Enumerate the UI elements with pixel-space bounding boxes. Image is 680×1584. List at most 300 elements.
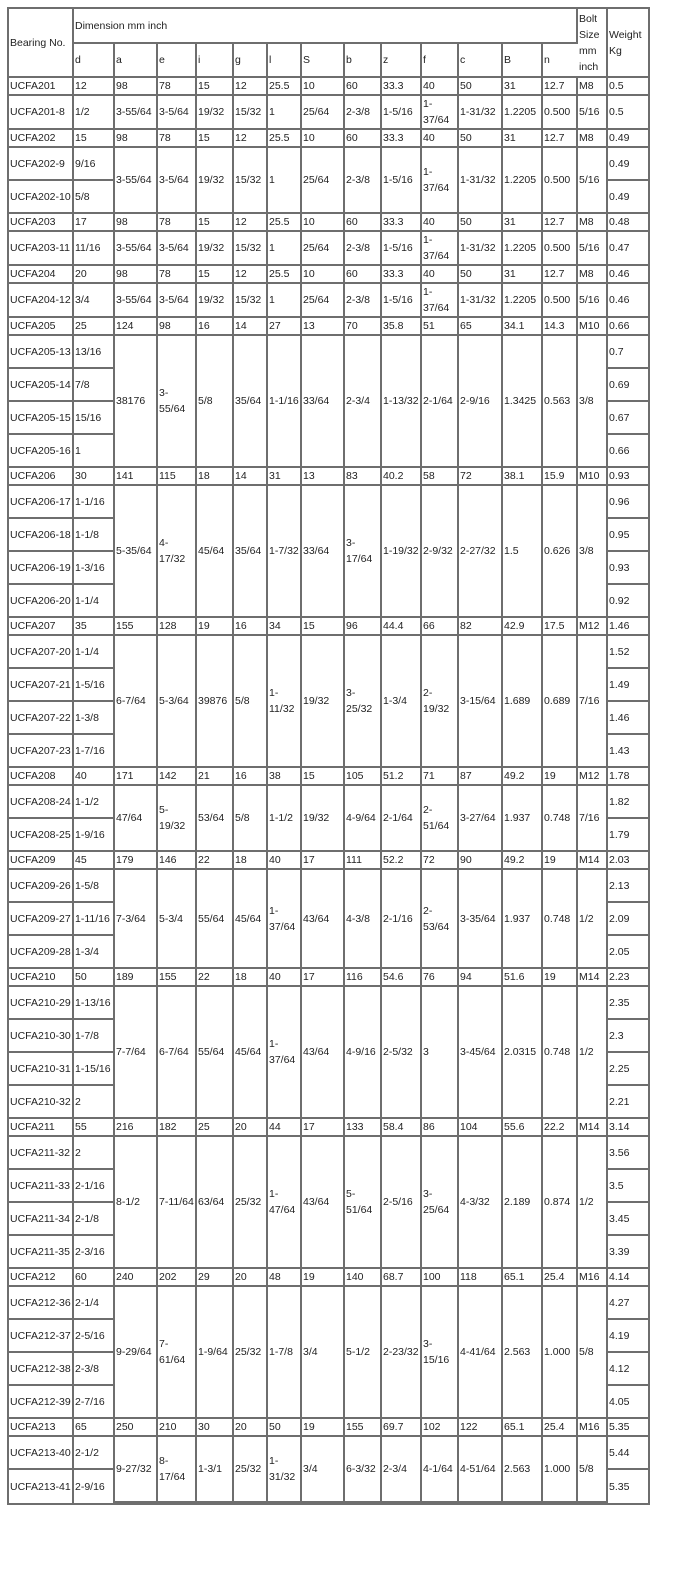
cell-bolt-size: M8 <box>578 266 608 284</box>
cell-big-b: 1.3425 <box>503 336 543 468</box>
cell-weight: 0.93 <box>608 552 648 585</box>
cell-bolt-size: 5/16 <box>578 284 608 318</box>
cell-d: 20 <box>74 266 115 284</box>
cell-c: 104 <box>459 1119 503 1137</box>
cell-e: 5-3/4 <box>158 870 197 969</box>
cell-bolt-size: 1/2 <box>578 987 608 1119</box>
cell-s: 43/64 <box>302 870 345 969</box>
cell-z: 33.3 <box>382 130 422 148</box>
cell-bearing-no: UCFA212-37 <box>9 1320 74 1353</box>
header-row <box>9 9 648 44</box>
cell-l: 1-31/32 <box>268 1437 302 1503</box>
table-row <box>9 1119 648 1137</box>
cell-f: 3 <box>422 987 459 1119</box>
cell-i: 18 <box>197 468 234 486</box>
cell-n: 15.9 <box>543 468 578 486</box>
cell-c: 122 <box>459 1419 503 1437</box>
cell-bearing-no: UCFA206-20 <box>9 585 74 618</box>
table-row <box>9 987 648 1020</box>
cell-e: 3-5/64 <box>158 148 197 214</box>
cell-n: 0.500 <box>543 284 578 318</box>
table-row <box>9 130 648 148</box>
cell-i: 45/64 <box>197 486 234 618</box>
cell-weight: 1.82 <box>608 786 648 819</box>
cell-c: 2-9/16 <box>459 336 503 468</box>
table-row <box>9 1437 648 1470</box>
cell-b: 70 <box>345 318 382 336</box>
cell-d: 2-3/8 <box>74 1353 115 1386</box>
cell-weight: 4.14 <box>608 1269 648 1287</box>
header-bearing-no: Bearing No. <box>9 9 74 78</box>
cell-n: 0.874 <box>543 1137 578 1269</box>
cell-big-b: 1.2205 <box>503 148 543 214</box>
cell-s: 19/32 <box>302 636 345 768</box>
cell-d: 2-3/16 <box>74 1236 115 1269</box>
cell-l: 1-47/64 <box>268 1137 302 1269</box>
cell-n: 17.5 <box>543 618 578 636</box>
cell-weight: 0.66 <box>608 318 648 336</box>
cell-l: 40 <box>268 852 302 870</box>
cell-l: 38 <box>268 768 302 786</box>
cell-c: 50 <box>459 78 503 96</box>
cell-a: 6-7/64 <box>115 636 158 768</box>
cell-c: 50 <box>459 130 503 148</box>
cell-weight: 0.66 <box>608 435 648 468</box>
cell-n: 12.7 <box>543 130 578 148</box>
cell-d: 2-9/16 <box>74 1470 115 1503</box>
cell-a: 5-35/64 <box>115 486 158 618</box>
cell-f: 40 <box>422 130 459 148</box>
cell-f: 2-53/64 <box>422 870 459 969</box>
cell-g: 15/32 <box>234 96 268 130</box>
cell-z: 1-5/16 <box>382 284 422 318</box>
cell-b: 83 <box>345 468 382 486</box>
cell-i: 55/64 <box>197 870 234 969</box>
table-row <box>9 214 648 232</box>
cell-f: 3-25/64 <box>422 1137 459 1269</box>
cell-big-b: 31 <box>503 78 543 96</box>
cell-e: 3-5/64 <box>158 284 197 318</box>
cell-weight: 0.92 <box>608 585 648 618</box>
cell-c: 3-35/64 <box>459 870 503 969</box>
cell-big-b: 65.1 <box>503 1419 543 1437</box>
cell-b: 60 <box>345 214 382 232</box>
cell-z: 44.4 <box>382 618 422 636</box>
cell-big-b: 1.5 <box>503 486 543 618</box>
cell-e: 142 <box>158 768 197 786</box>
cell-s: 43/64 <box>302 1137 345 1269</box>
cell-bolt-size: M16 <box>578 1269 608 1287</box>
cell-d: 55 <box>74 1119 115 1137</box>
cell-b: 4-9/16 <box>345 987 382 1119</box>
cell-weight: 0.49 <box>608 148 648 181</box>
cell-g: 16 <box>234 618 268 636</box>
cell-z: 54.6 <box>382 969 422 987</box>
cell-f: 4-1/64 <box>422 1437 459 1503</box>
cell-s: 25/64 <box>302 96 345 130</box>
cell-c: 50 <box>459 266 503 284</box>
col-header-c: c <box>459 44 503 78</box>
cell-c: 72 <box>459 468 503 486</box>
table-row <box>9 1287 648 1320</box>
cell-b: 60 <box>345 266 382 284</box>
cell-f: 2-1/64 <box>422 336 459 468</box>
cell-g: 15/32 <box>234 284 268 318</box>
cell-s: 25/64 <box>302 148 345 214</box>
cell-z: 1-19/32 <box>382 486 422 618</box>
cell-e: 210 <box>158 1419 197 1437</box>
cell-n: 0.563 <box>543 336 578 468</box>
col-header-big-b: B <box>503 44 543 78</box>
cell-l: 50 <box>268 1419 302 1437</box>
cell-g: 15/32 <box>234 148 268 214</box>
cell-weight: 1.78 <box>608 768 648 786</box>
cell-bolt-size: 7/16 <box>578 786 608 852</box>
cell-g: 14 <box>234 318 268 336</box>
cell-f: 2-51/64 <box>422 786 459 852</box>
cell-bolt-size: M12 <box>578 768 608 786</box>
cell-c: 90 <box>459 852 503 870</box>
cell-f: 76 <box>422 969 459 987</box>
cell-g: 5/8 <box>234 786 268 852</box>
cell-n: 0.500 <box>543 232 578 266</box>
cell-bolt-size: M16 <box>578 1419 608 1437</box>
cell-g: 12 <box>234 214 268 232</box>
cell-c: 2-27/32 <box>459 486 503 618</box>
cell-z: 58.4 <box>382 1119 422 1137</box>
cell-bearing-no: UCFA206-17 <box>9 486 74 519</box>
cell-d: 15/16 <box>74 402 115 435</box>
table-row <box>9 1137 648 1170</box>
cell-d: 1-9/16 <box>74 819 115 852</box>
cell-c: 3-15/64 <box>459 636 503 768</box>
cell-n: 0.748 <box>543 987 578 1119</box>
cell-big-b: 31 <box>503 214 543 232</box>
cell-l: 25.5 <box>268 266 302 284</box>
cell-g: 18 <box>234 969 268 987</box>
cell-n: 12.7 <box>543 214 578 232</box>
cell-bolt-size: 3/8 <box>578 336 608 468</box>
cell-weight: 4.19 <box>608 1320 648 1353</box>
cell-b: 111 <box>345 852 382 870</box>
cell-d: 17 <box>74 214 115 232</box>
cell-d: 1-1/2 <box>74 786 115 819</box>
cell-a: 98 <box>115 266 158 284</box>
cell-bearing-no: UCFA210-31 <box>9 1053 74 1086</box>
cell-z: 1-5/16 <box>382 148 422 214</box>
cell-f: 86 <box>422 1119 459 1137</box>
cell-f: 72 <box>422 852 459 870</box>
cell-b: 105 <box>345 768 382 786</box>
cell-f: 71 <box>422 768 459 786</box>
cell-weight: 2.23 <box>608 969 648 987</box>
cell-bolt-size: 5/16 <box>578 96 608 130</box>
cell-bearing-no: UCFA207 <box>9 618 74 636</box>
cell-weight: 2.05 <box>608 936 648 969</box>
cell-z: 33.3 <box>382 78 422 96</box>
cell-i: 25 <box>197 1119 234 1137</box>
cell-n: 1.000 <box>543 1437 578 1503</box>
cell-s: 43/64 <box>302 987 345 1119</box>
cell-d: 65 <box>74 1419 115 1437</box>
cell-s: 13 <box>302 468 345 486</box>
cell-a: 7-7/64 <box>115 987 158 1119</box>
cell-i: 15 <box>197 130 234 148</box>
cell-big-b: 1.937 <box>503 870 543 969</box>
cell-bearing-no: UCFA207-20 <box>9 636 74 669</box>
cell-c: 1-31/32 <box>459 96 503 130</box>
cell-big-b: 49.2 <box>503 768 543 786</box>
cell-weight: 5.35 <box>609 1480 630 1493</box>
table-row <box>9 266 648 284</box>
cell-d: 1/2 <box>74 96 115 130</box>
cell-bearing-no: UCFA202 <box>9 130 74 148</box>
cell-bearing-no: UCFA206 <box>9 468 74 486</box>
cell-b: 155 <box>345 1419 382 1437</box>
cell-d: 1-15/16 <box>74 1053 115 1086</box>
cell-bearing-no: UCFA206-19 <box>9 552 74 585</box>
table-row <box>9 786 648 819</box>
cell-z: 2-23/32 <box>382 1287 422 1419</box>
cell-n: 0.689 <box>543 636 578 768</box>
cell-i: 5/8 <box>197 336 234 468</box>
cell-d: 2 <box>74 1086 115 1119</box>
cell-bolt-size: 5/8 <box>578 1437 608 1503</box>
cell-g: 35/64 <box>234 336 268 468</box>
cell-e: 98 <box>158 318 197 336</box>
cell-d: 12 <box>74 78 115 96</box>
cell-e: 6-7/64 <box>158 987 197 1119</box>
cell-c: 1-31/32 <box>459 148 503 214</box>
cell-bearing-no: UCFA212 <box>9 1269 74 1287</box>
cell-weight: 0.49 <box>608 181 648 214</box>
cell-e: 182 <box>158 1119 197 1137</box>
cell-bearing-no: UCFA208-24 <box>9 786 74 819</box>
cell-z: 33.3 <box>382 214 422 232</box>
cell-d: 5/8 <box>74 181 115 214</box>
cell-bearing-no: UCFA211-33 <box>9 1170 74 1203</box>
cell-s: 3/4 <box>302 1437 345 1503</box>
cell-bearing-no: UCFA210-30 <box>9 1020 74 1053</box>
col-header-g: g <box>234 44 268 78</box>
cell-n: 0.748 <box>543 870 578 969</box>
cell-z: 1-13/32 <box>382 336 422 468</box>
cell-d: 15 <box>74 130 115 148</box>
cell-a: 3-55/64 <box>115 148 158 214</box>
cell-b: 5-1/2 <box>345 1287 382 1419</box>
cell-bearing-no: UCFA201-8 <box>9 96 74 130</box>
cell-weight: 0.7 <box>608 336 648 369</box>
cell-z: 51.2 <box>382 768 422 786</box>
cell-bolt-size: 7/16 <box>578 636 608 768</box>
cell-e: 202 <box>158 1269 197 1287</box>
col-header-a: a <box>115 44 158 78</box>
cell-d: 1-11/16 <box>74 903 115 936</box>
cell-bearing-no: UCFA207-22 <box>9 702 74 735</box>
cell-s: 15 <box>302 768 345 786</box>
cell-l: 1-37/64 <box>268 987 302 1119</box>
cell-bolt-size: 5/8 <box>578 1287 608 1419</box>
cell-e: 78 <box>158 266 197 284</box>
cell-weight: 2.3 <box>608 1020 648 1053</box>
cell-i: 30 <box>197 1419 234 1437</box>
cell-d: 1-7/8 <box>74 1020 115 1053</box>
cell-z: 2-5/32 <box>382 987 422 1119</box>
cell-s: 19/32 <box>302 786 345 852</box>
cell-c: 118 <box>459 1269 503 1287</box>
cell-b: 116 <box>345 969 382 987</box>
cell-g: 35/64 <box>234 486 268 618</box>
cell-n: 19 <box>543 969 578 987</box>
cell-a: 155 <box>115 618 158 636</box>
cell-weight: 0.67 <box>608 402 648 435</box>
cell-n: 0.748 <box>543 786 578 852</box>
cell-bearing-no: UCFA213-41 <box>9 1470 74 1503</box>
cell-i: 29 <box>197 1269 234 1287</box>
cell-big-b: 38.1 <box>503 468 543 486</box>
cell-bearing-no: UCFA211-34 <box>9 1203 74 1236</box>
cell-n: 25.4 <box>543 1419 578 1437</box>
cell-big-b: 1.2205 <box>503 96 543 130</box>
cell-n: 0.500 <box>543 96 578 130</box>
cell-d: 25 <box>74 318 115 336</box>
cell-e: 146 <box>158 852 197 870</box>
cell-d: 11/16 <box>74 232 115 266</box>
cell-g: 45/64 <box>234 870 268 969</box>
cell-b: 2-3/8 <box>345 232 382 266</box>
cell-d: 1-5/8 <box>74 870 115 903</box>
cell-big-b: 2.189 <box>503 1137 543 1269</box>
table-row <box>9 318 648 336</box>
cell-n: 1.000 <box>543 1287 578 1419</box>
cell-bearing-no: UCFA210-29 <box>9 987 74 1020</box>
cell-n: 22.2 <box>543 1119 578 1137</box>
table-row <box>9 618 648 636</box>
cell-bolt-size: M8 <box>578 214 608 232</box>
cell-e: 4-17/32 <box>158 486 197 618</box>
cell-i: 39876 <box>197 636 234 768</box>
cell-b: 2-3/4 <box>345 336 382 468</box>
cell-l: 1-11/32 <box>268 636 302 768</box>
cell-i: 19/32 <box>197 96 234 130</box>
cell-c: 4-3/32 <box>459 1137 503 1269</box>
cell-e: 7-61/64 <box>158 1287 197 1419</box>
cell-bolt-size: 5/16 <box>578 148 608 214</box>
col-header-d: d <box>74 44 115 78</box>
page <box>7 7 650 1505</box>
cell-bearing-no: UCFA206-18 <box>9 519 74 552</box>
cell-bearing-no: UCFA212-39 <box>9 1386 74 1419</box>
cell-n: 12.7 <box>543 266 578 284</box>
cell-a: 141 <box>115 468 158 486</box>
cell-c: 3-45/64 <box>459 987 503 1119</box>
cell-big-b: 31 <box>503 130 543 148</box>
cell-f: 40 <box>422 78 459 96</box>
cell-i: 19/32 <box>197 148 234 214</box>
cell-i: 22 <box>197 852 234 870</box>
cell-bolt-size: M14 <box>578 1119 608 1137</box>
cell-s: 13 <box>302 318 345 336</box>
table-row <box>9 96 648 130</box>
cell-c: 82 <box>459 618 503 636</box>
cell-b: 4-3/8 <box>345 870 382 969</box>
cell-s: 19 <box>302 1269 345 1287</box>
cell-d: 60 <box>74 1269 115 1287</box>
cell-n: 19 <box>543 852 578 870</box>
cell-weight: 2.25 <box>608 1053 648 1086</box>
cell-l: 25.5 <box>268 78 302 96</box>
cell-f: 51 <box>422 318 459 336</box>
cell-d: 1 <box>74 435 115 468</box>
cell-e: 5-3/64 <box>158 636 197 768</box>
cell-b: 3-25/32 <box>345 636 382 768</box>
cell-a: 98 <box>115 130 158 148</box>
cell-g: 16 <box>234 768 268 786</box>
cell-f: 1-37/64 <box>422 232 459 266</box>
table-row <box>9 852 648 870</box>
table-row <box>9 969 648 987</box>
cell-a: 47/64 <box>115 786 158 852</box>
cell-f: 1-37/64 <box>422 96 459 130</box>
cell-l: 25.5 <box>268 130 302 148</box>
cell-i: 21 <box>197 768 234 786</box>
cell-l: 1 <box>268 284 302 318</box>
cell-l: 1-1/16 <box>268 336 302 468</box>
cell-c: 4-51/64 <box>459 1437 503 1503</box>
cell-a: 179 <box>115 852 158 870</box>
cell-bearing-no: UCFA209 <box>9 852 74 870</box>
cell-bearing-no: UCFA209-26 <box>9 870 74 903</box>
cell-weight: 0.96 <box>608 486 648 519</box>
cell-d: 2-1/8 <box>74 1203 115 1236</box>
table-row <box>9 336 648 369</box>
cell-a: 240 <box>115 1269 158 1287</box>
cell-g: 15/32 <box>234 232 268 266</box>
cell-l: 27 <box>268 318 302 336</box>
col-header-i: i <box>197 44 234 78</box>
cell-bearing-no: UCFA211-32 <box>9 1137 74 1170</box>
cell-b: 3-17/64 <box>345 486 382 618</box>
col-header-f: f <box>422 44 459 78</box>
table-body <box>9 9 648 1503</box>
cell-a: 38176 <box>115 336 158 468</box>
cell-bearing-no: UCFA209-28 <box>9 936 74 969</box>
cell-g: 25/32 <box>234 1137 268 1269</box>
cell-bearing-no: UCFA208-25 <box>9 819 74 852</box>
cell-bearing-no: UCFA204 <box>9 266 74 284</box>
cell-b: 5-51/64 <box>345 1137 382 1269</box>
cell-d: 2-1/2 <box>74 1437 115 1470</box>
cell-n: 19 <box>543 768 578 786</box>
cell-bolt-size: M12 <box>578 618 608 636</box>
cell-d: 2 <box>74 1137 115 1170</box>
cell-weight: 0.69 <box>608 369 648 402</box>
header-dimension: Dimension mm inch <box>74 9 578 44</box>
cell-s: 3/4 <box>302 1287 345 1419</box>
table-row <box>9 768 648 786</box>
cell-bolt-size: M8 <box>578 130 608 148</box>
cell-s: 10 <box>302 130 345 148</box>
cell-g: 12 <box>234 266 268 284</box>
cell-bearing-no: UCFA205 <box>9 318 74 336</box>
cell-bearing-no: UCFA203-11 <box>9 232 74 266</box>
cell-a: 216 <box>115 1119 158 1137</box>
cell-b: 4-9/64 <box>345 786 382 852</box>
cell-g: 12 <box>234 78 268 96</box>
cell-bolt-size: 5/16 <box>578 232 608 266</box>
cell-big-b: 2.563 <box>503 1287 543 1419</box>
cell-l: 40 <box>268 969 302 987</box>
